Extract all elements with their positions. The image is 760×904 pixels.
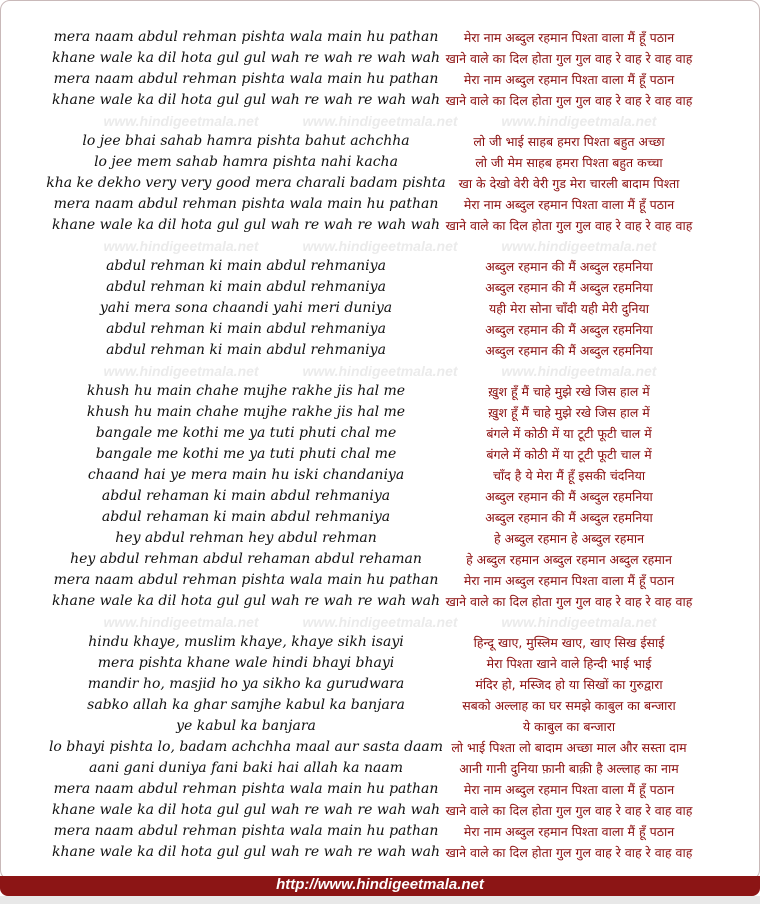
hindi-lyric-line: खाने वाले का दिल होता गुल गुल वाह रे वाह रे वाह वाह [445, 218, 693, 233]
hindi-lyric-line: अब्दुल रहमान की मैं अब्दुल रहमनिया [485, 343, 653, 358]
english-lyric-line: lo bhayi pishta lo, badam achchha maal aur sasta daam [48, 739, 444, 755]
english-lyric-line: yahi mera sona chaandi yahi meri duniya [99, 300, 393, 316]
hindi-lyric-line: लो भाई पिश्ता लो बादाम अच्छा माल और सस्ता दाम [451, 740, 687, 755]
english-lyric-line: khane wale ka dil hota gul gul wah re wah re wah wah [51, 50, 441, 66]
watermark-row [1, 111, 759, 131]
hindi-lyric-line: मेरा पिश्ता खाने वाले हिन्दी भाई भाई [486, 656, 652, 671]
english-lyric-line: khane wale ka dil hota gul gul wah re wah re wah wah [51, 593, 441, 609]
hindi-lyric-line: खाने वाले का दिल होता गुल गुल वाह रे वाह रे वाह वाह [445, 51, 693, 66]
english-lyric-line: lo jee mem sahab hamra pishta nahi kacha [94, 154, 398, 170]
hindi-lyric-line: लो जी मेम साहब हमरा पिश्ता बहुत कच्चा [475, 155, 663, 170]
hindi-lyric-line: बंगले में कोठी में या टूटी फूटी चाल में [486, 426, 652, 441]
english-lyric-line: mera pishta khane wale hindi bhayi bhayi [97, 655, 395, 671]
hindi-lyric-line: लो जी भाई साहब हमरा पिश्ता बहुत अच्छा [473, 134, 665, 149]
english-lyric-line: abdul rehman ki main abdul rehmaniya [106, 279, 386, 295]
hindi-lyric-line: खा के देखो वेरी वेरी गुड मेरा चारली बादाम पिश्ता [458, 176, 680, 191]
english-lyric-line: abdul rehman ki main abdul rehmaniya [106, 258, 386, 274]
hindi-lyric-line: आनी गानी दुनिया फ़ानी बाक़ी है अल्लाह का नाम [459, 761, 679, 776]
english-lyric-line: mera naam abdul rehman pishta wala main hu pathan [53, 71, 439, 87]
hindi-lyric-line: मंदिर हो, मस्जिद हो या सिखों का गुरुद्वारा [475, 677, 663, 692]
hindi-lyric-line: सबको अल्लाह का घर समझे काबुल का बन्जारा [462, 698, 676, 713]
english-lyric-line: ye kabul ka banjara [176, 718, 316, 734]
hindi-lyric-line: अब्दुल रहमान की मैं अब्दुल रहमनिया [485, 322, 653, 337]
english-lyric-line: hey abdul rehman abdul rehaman abdul rehaman [70, 551, 422, 567]
hindi-lyric-line: मेरा नाम अब्दुल रहमान पिश्ता वाला मैं हूँ पठान [463, 782, 675, 797]
footer-shadow [0, 896, 760, 904]
hindi-lyric-line: मेरा नाम अब्दुल रहमान पिश्ता वाला मैं हूँ पठान [463, 573, 675, 588]
hindi-lyric-line: अब्दुल रहमान की मैं अब्दुल रहमनिया [485, 510, 653, 525]
hindi-lyric-line: हे अब्दुल रहमान हे अब्दुल रहमान [493, 531, 645, 546]
english-lyric-line: mera naam abdul rehman pishta wala main hu pathan [53, 29, 439, 45]
english-lyric-line: chaand hai ye mera main hu iski chandaniya [87, 467, 405, 483]
english-lyric-line: mera naam abdul rehman pishta wala main hu pathan [53, 196, 439, 212]
watermark-text: www.hindigeetmala.net www.hindigeetmala.net www.hindigeetmala.net [103, 363, 657, 379]
hindi-lyric-line: अब्दुल रहमान की मैं अब्दुल रहमनिया [485, 259, 653, 274]
hindi-lyric-line: हिन्दू खाए, मुस्लिम खाए, खाए सिख ईसाई [473, 635, 665, 650]
hindi-lyric-line: खाने वाले का दिल होता गुल गुल वाह रे वाह रे वाह वाह [445, 845, 693, 860]
english-lyric-line: hindu khaye, muslim khaye, khaye sikh isayi [88, 634, 404, 650]
english-lyric-line: khane wale ka dil hota gul gul wah re wah re wah wah [51, 217, 441, 233]
english-lyric-line: khush hu main chahe mujhe rakhe jis hal me [86, 383, 406, 399]
english-lyric-line: mera naam abdul rehman pishta wala main hu pathan [53, 781, 439, 797]
watermark-row [1, 612, 759, 632]
hindi-lyric-line: मेरा नाम अब्दुल रहमान पिश्ता वाला मैं हूँ पठान [463, 72, 675, 87]
hindi-lyric-line: मेरा नाम अब्दुल रहमान पिश्ता वाला मैं हूँ पठान [463, 824, 675, 839]
site-footer-bar [0, 876, 760, 896]
hindi-lyric-line: अब्दुल रहमान की मैं अब्दुल रहमनिया [485, 489, 653, 504]
watermark-row [1, 236, 759, 256]
hindi-lyric-line: मेरा नाम अब्दुल रहमान पिश्ता वाला मैं हूँ पठान [463, 197, 675, 212]
hindi-lyric-line: अब्दुल रहमान की मैं अब्दुल रहमनिया [485, 280, 653, 295]
watermark-text: www.hindigeetmala.net www.hindigeetmala.net www.hindigeetmala.net [103, 614, 657, 630]
watermark-text: www.hindigeetmala.net www.hindigeetmala.net www.hindigeetmala.net [103, 238, 657, 254]
hindi-lyric-line: ख़ुश हूँ मैं चाहे मुझे रखे जिस हाल में [488, 384, 650, 399]
english-lyric-line: mera naam abdul rehman pishta wala main hu pathan [53, 572, 439, 588]
english-lyric-line: khane wale ka dil hota gul gul wah re wah re wah wah [51, 802, 441, 818]
english-lyric-line: abdul rehman ki main abdul rehmaniya [106, 342, 386, 358]
english-lyric-line: bangale me kothi me ya tuti phuti chal me [95, 446, 397, 462]
english-lyric-line: hey abdul rehman hey abdul rehman [115, 530, 377, 546]
english-lyric-line: sabko allah ka ghar samjhe kabul ka banjara [87, 697, 405, 713]
hindi-lyric-line: खाने वाले का दिल होता गुल गुल वाह रे वाह रे वाह वाह [445, 93, 693, 108]
english-lyric-line: bangale me kothi me ya tuti phuti chal me [95, 425, 397, 441]
english-lyric-line: khush hu main chahe mujhe rakhe jis hal me [86, 404, 406, 420]
hindi-lyric-line: चाँद है ये मेरा मैं हूँ इसकी चंदनिया [492, 468, 646, 483]
hindi-lyric-line: ये काबुल का बन्जारा [522, 719, 616, 734]
english-lyric-line: aani gani duniya fani baki hai allah ka naam [89, 760, 403, 776]
hindi-lyric-line: हे अब्दुल रहमान अब्दुल रहमान अब्दुल रहमान [466, 552, 672, 567]
hindi-lyric-line: खाने वाले का दिल होता गुल गुल वाह रे वाह रे वाह वाह [445, 594, 693, 609]
english-lyric-line: lo jee bhai sahab hamra pishta bahut achchha [82, 133, 410, 149]
english-lyric-line: mandir ho, masjid ho ya sikho ka gurudwara [87, 676, 405, 692]
watermark-row [1, 361, 759, 381]
english-lyric-line: khane wale ka dil hota gul gul wah re wah re wah wah [51, 92, 441, 108]
english-lyric-line: abdul rehman ki main abdul rehmaniya [106, 321, 386, 337]
english-lyric-line: abdul rehaman ki main abdul rehmaniya [101, 509, 391, 525]
hindi-lyric-line: यही मेरा सोना चाँदी यही मेरी दुनिया [489, 301, 649, 316]
english-lyric-line: khane wale ka dil hota gul gul wah re wah re wah wah [51, 844, 441, 860]
watermark-text: www.hindigeetmala.net www.hindigeetmala.net www.hindigeetmala.net [103, 113, 657, 129]
hindi-lyric-line: बंगले में कोठी में या टूटी फूटी चाल में [486, 447, 652, 462]
footer-url-link[interactable]: http://www.hindigeetmala.net [276, 876, 484, 893]
english-lyric-line: abdul rehaman ki main abdul rehmaniya [101, 488, 391, 504]
hindi-lyric-line: ख़ुश हूँ मैं चाहे मुझे रखे जिस हाल में [488, 405, 650, 420]
hindi-lyric-line: खाने वाले का दिल होता गुल गुल वाह रे वाह रे वाह वाह [445, 803, 693, 818]
hindi-lyric-line: मेरा नाम अब्दुल रहमान पिश्ता वाला मैं हूँ पठान [463, 30, 675, 45]
english-lyric-line: kha ke dekho very very good mera charali badam pishta [46, 175, 446, 191]
english-lyric-line: mera naam abdul rehman pishta wala main hu pathan [53, 823, 439, 839]
